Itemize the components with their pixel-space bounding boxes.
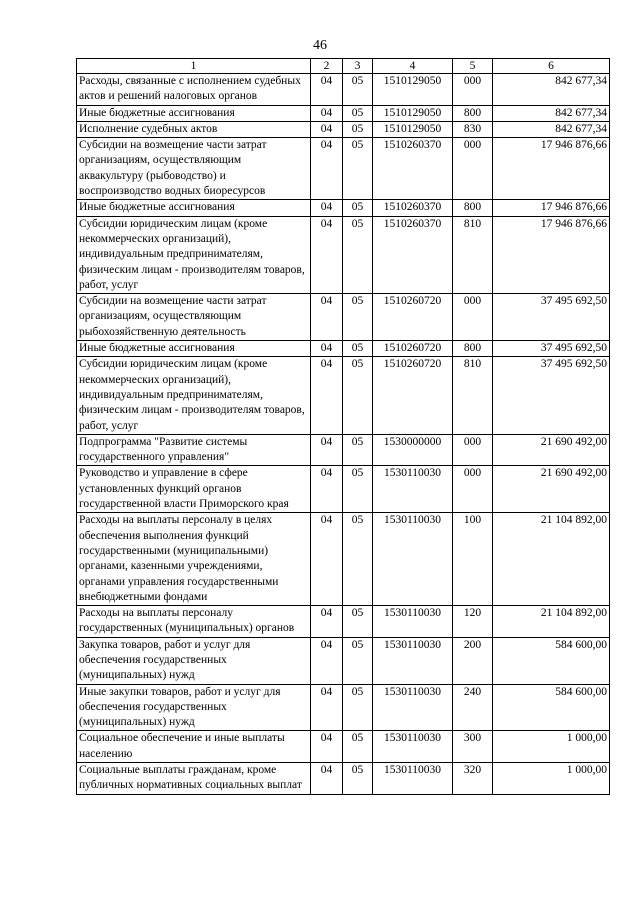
row-section: 04 xyxy=(311,684,343,731)
table-row xyxy=(77,513,610,606)
row-section: 04 xyxy=(311,763,343,795)
row-target-article: 1530000000 xyxy=(373,434,453,466)
row-expense-type: 810 xyxy=(453,216,493,293)
row-target-article: 1510129050 xyxy=(373,121,453,137)
table-row xyxy=(77,606,610,638)
row-expense-type: 810 xyxy=(453,357,493,434)
row-name: Подпрограмма "Развитие системы государственного управления" xyxy=(77,434,311,466)
row-name: Социальное обеспечение и иные выплаты населению xyxy=(77,731,311,763)
table-row xyxy=(77,200,610,216)
row-amount: 21 690 492,00 xyxy=(493,466,610,513)
row-subsection: 05 xyxy=(343,606,373,638)
row-expense-type: 200 xyxy=(453,637,493,684)
row-amount: 37 495 692,50 xyxy=(493,294,610,341)
row-target-article: 1530110030 xyxy=(373,513,453,606)
row-expense-type: 830 xyxy=(453,121,493,137)
row-expense-type: 000 xyxy=(453,74,493,106)
row-expense-type: 000 xyxy=(453,466,493,513)
row-subsection: 05 xyxy=(343,513,373,606)
row-target-article: 1530110030 xyxy=(373,637,453,684)
table-row xyxy=(77,74,610,106)
row-name: Субсидии на возмещение части затрат организациям, осуществляющим аквакультуру (рыбоводство) и воспроизводство водных биоресурсов xyxy=(77,138,311,200)
row-section: 04 xyxy=(311,138,343,200)
row-expense-type: 000 xyxy=(453,138,493,200)
row-target-article: 1510260720 xyxy=(373,341,453,357)
row-target-article: 1530110030 xyxy=(373,466,453,513)
row-target-article: 1510129050 xyxy=(373,105,453,121)
column-header: 5 xyxy=(453,59,493,74)
row-name: Субсидии на возмещение части затрат организациям, осуществляющим рыбохозяйственную деятельность xyxy=(77,294,311,341)
row-expense-type: 000 xyxy=(453,434,493,466)
column-header: 6 xyxy=(493,59,610,74)
row-subsection: 05 xyxy=(343,105,373,121)
row-name: Иные закупки товаров, работ и услуг для обеспечения государственных (муниципальных) нужд xyxy=(77,684,311,731)
row-name: Закупка товаров, работ и услуг для обеспечения государственных (муниципальных) нужд xyxy=(77,637,311,684)
row-target-article: 1510260720 xyxy=(373,294,453,341)
row-amount: 17 946 876,66 xyxy=(493,200,610,216)
row-subsection: 05 xyxy=(343,434,373,466)
column-header: 3 xyxy=(343,59,373,74)
row-target-article: 1530110030 xyxy=(373,763,453,795)
row-name: Социальные выплаты гражданам, кроме публичных нормативных социальных выплат xyxy=(77,763,311,795)
row-section: 04 xyxy=(311,105,343,121)
row-expense-type: 300 xyxy=(453,731,493,763)
table-row xyxy=(77,121,610,137)
row-section: 04 xyxy=(311,637,343,684)
row-target-article: 1530110030 xyxy=(373,606,453,638)
row-subsection: 05 xyxy=(343,341,373,357)
header-row xyxy=(77,59,610,74)
row-section: 04 xyxy=(311,294,343,341)
row-section: 04 xyxy=(311,606,343,638)
row-amount: 842 677,34 xyxy=(493,105,610,121)
row-section: 04 xyxy=(311,357,343,434)
row-amount: 1 000,00 xyxy=(493,763,610,795)
row-target-article: 1530110030 xyxy=(373,731,453,763)
table-row xyxy=(77,763,610,795)
row-name: Иные бюджетные ассигнования xyxy=(77,200,311,216)
row-amount: 37 495 692,50 xyxy=(493,357,610,434)
row-subsection: 05 xyxy=(343,731,373,763)
table-row xyxy=(77,105,610,121)
table-row xyxy=(77,637,610,684)
row-target-article: 1510260370 xyxy=(373,200,453,216)
row-subsection: 05 xyxy=(343,294,373,341)
row-name: Исполнение судебных актов xyxy=(77,121,311,137)
row-amount: 37 495 692,50 xyxy=(493,341,610,357)
row-section: 04 xyxy=(311,466,343,513)
row-amount: 21 690 492,00 xyxy=(493,434,610,466)
row-expense-type: 800 xyxy=(453,200,493,216)
row-amount: 1 000,00 xyxy=(493,731,610,763)
row-subsection: 05 xyxy=(343,121,373,137)
row-section: 04 xyxy=(311,200,343,216)
table-row xyxy=(77,216,610,293)
table-row xyxy=(77,434,610,466)
row-section: 04 xyxy=(311,341,343,357)
row-name: Расходы на выплаты персоналу в целях обеспечения выполнения функций государственными (муниципальными) органами, казенными учреждениями, органами управления государственными внебюджетными фондами xyxy=(77,513,311,606)
row-subsection: 05 xyxy=(343,684,373,731)
column-header: 1 xyxy=(77,59,311,74)
row-name: Руководство и управление в сфере установленных функций органов государственной власти Приморского края xyxy=(77,466,311,513)
row-amount: 842 677,34 xyxy=(493,121,610,137)
row-amount: 17 946 876,66 xyxy=(493,138,610,200)
row-subsection: 05 xyxy=(343,466,373,513)
row-name: Субсидии юридическим лицам (кроме некоммерческих организаций), индивидуальным предпринимателям, физическим лицам - производителям товаров, работ, услуг xyxy=(77,216,311,293)
row-name: Иные бюджетные ассигнования xyxy=(77,341,311,357)
table-row xyxy=(77,341,610,357)
row-expense-type: 800 xyxy=(453,105,493,121)
row-section: 04 xyxy=(311,74,343,106)
row-subsection: 05 xyxy=(343,763,373,795)
row-expense-type: 320 xyxy=(453,763,493,795)
row-amount: 21 104 892,00 xyxy=(493,513,610,606)
row-amount: 584 600,00 xyxy=(493,684,610,731)
row-target-article: 1510260370 xyxy=(373,138,453,200)
row-target-article: 1530110030 xyxy=(373,684,453,731)
row-expense-type: 800 xyxy=(453,341,493,357)
row-amount: 21 104 892,00 xyxy=(493,606,610,638)
row-section: 04 xyxy=(311,434,343,466)
table-row xyxy=(77,357,610,434)
row-amount: 17 946 876,66 xyxy=(493,216,610,293)
row-name: Иные бюджетные ассигнования xyxy=(77,105,311,121)
row-amount: 584 600,00 xyxy=(493,637,610,684)
row-target-article: 1510260370 xyxy=(373,216,453,293)
page-number: 46 xyxy=(313,38,327,53)
row-subsection: 05 xyxy=(343,216,373,293)
row-section: 04 xyxy=(311,216,343,293)
budget-table xyxy=(76,58,610,795)
row-section: 04 xyxy=(311,121,343,137)
table-row xyxy=(77,466,610,513)
row-subsection: 05 xyxy=(343,74,373,106)
row-subsection: 05 xyxy=(343,357,373,434)
table-row xyxy=(77,684,610,731)
row-subsection: 05 xyxy=(343,637,373,684)
row-name: Субсидии юридическим лицам (кроме некоммерческих организаций), индивидуальным предпринимателям, физическим лицам - производителям товаров, работ, услуг xyxy=(77,357,311,434)
row-target-article: 1510129050 xyxy=(373,74,453,106)
column-header: 4 xyxy=(373,59,453,74)
row-target-article: 1510260720 xyxy=(373,357,453,434)
row-expense-type: 000 xyxy=(453,294,493,341)
row-subsection: 05 xyxy=(343,200,373,216)
row-section: 04 xyxy=(311,731,343,763)
row-name: Расходы, связанные с исполнением судебных актов и решений налоговых органов xyxy=(77,74,311,106)
table-row xyxy=(77,294,610,341)
row-amount: 842 677,34 xyxy=(493,74,610,106)
table-row xyxy=(77,731,610,763)
row-expense-type: 240 xyxy=(453,684,493,731)
row-expense-type: 120 xyxy=(453,606,493,638)
column-header: 2 xyxy=(311,59,343,74)
row-subsection: 05 xyxy=(343,138,373,200)
row-expense-type: 100 xyxy=(453,513,493,606)
row-section: 04 xyxy=(311,513,343,606)
table-row xyxy=(77,138,610,200)
row-name: Расходы на выплаты персоналу государственных (муниципальных) органов xyxy=(77,606,311,638)
